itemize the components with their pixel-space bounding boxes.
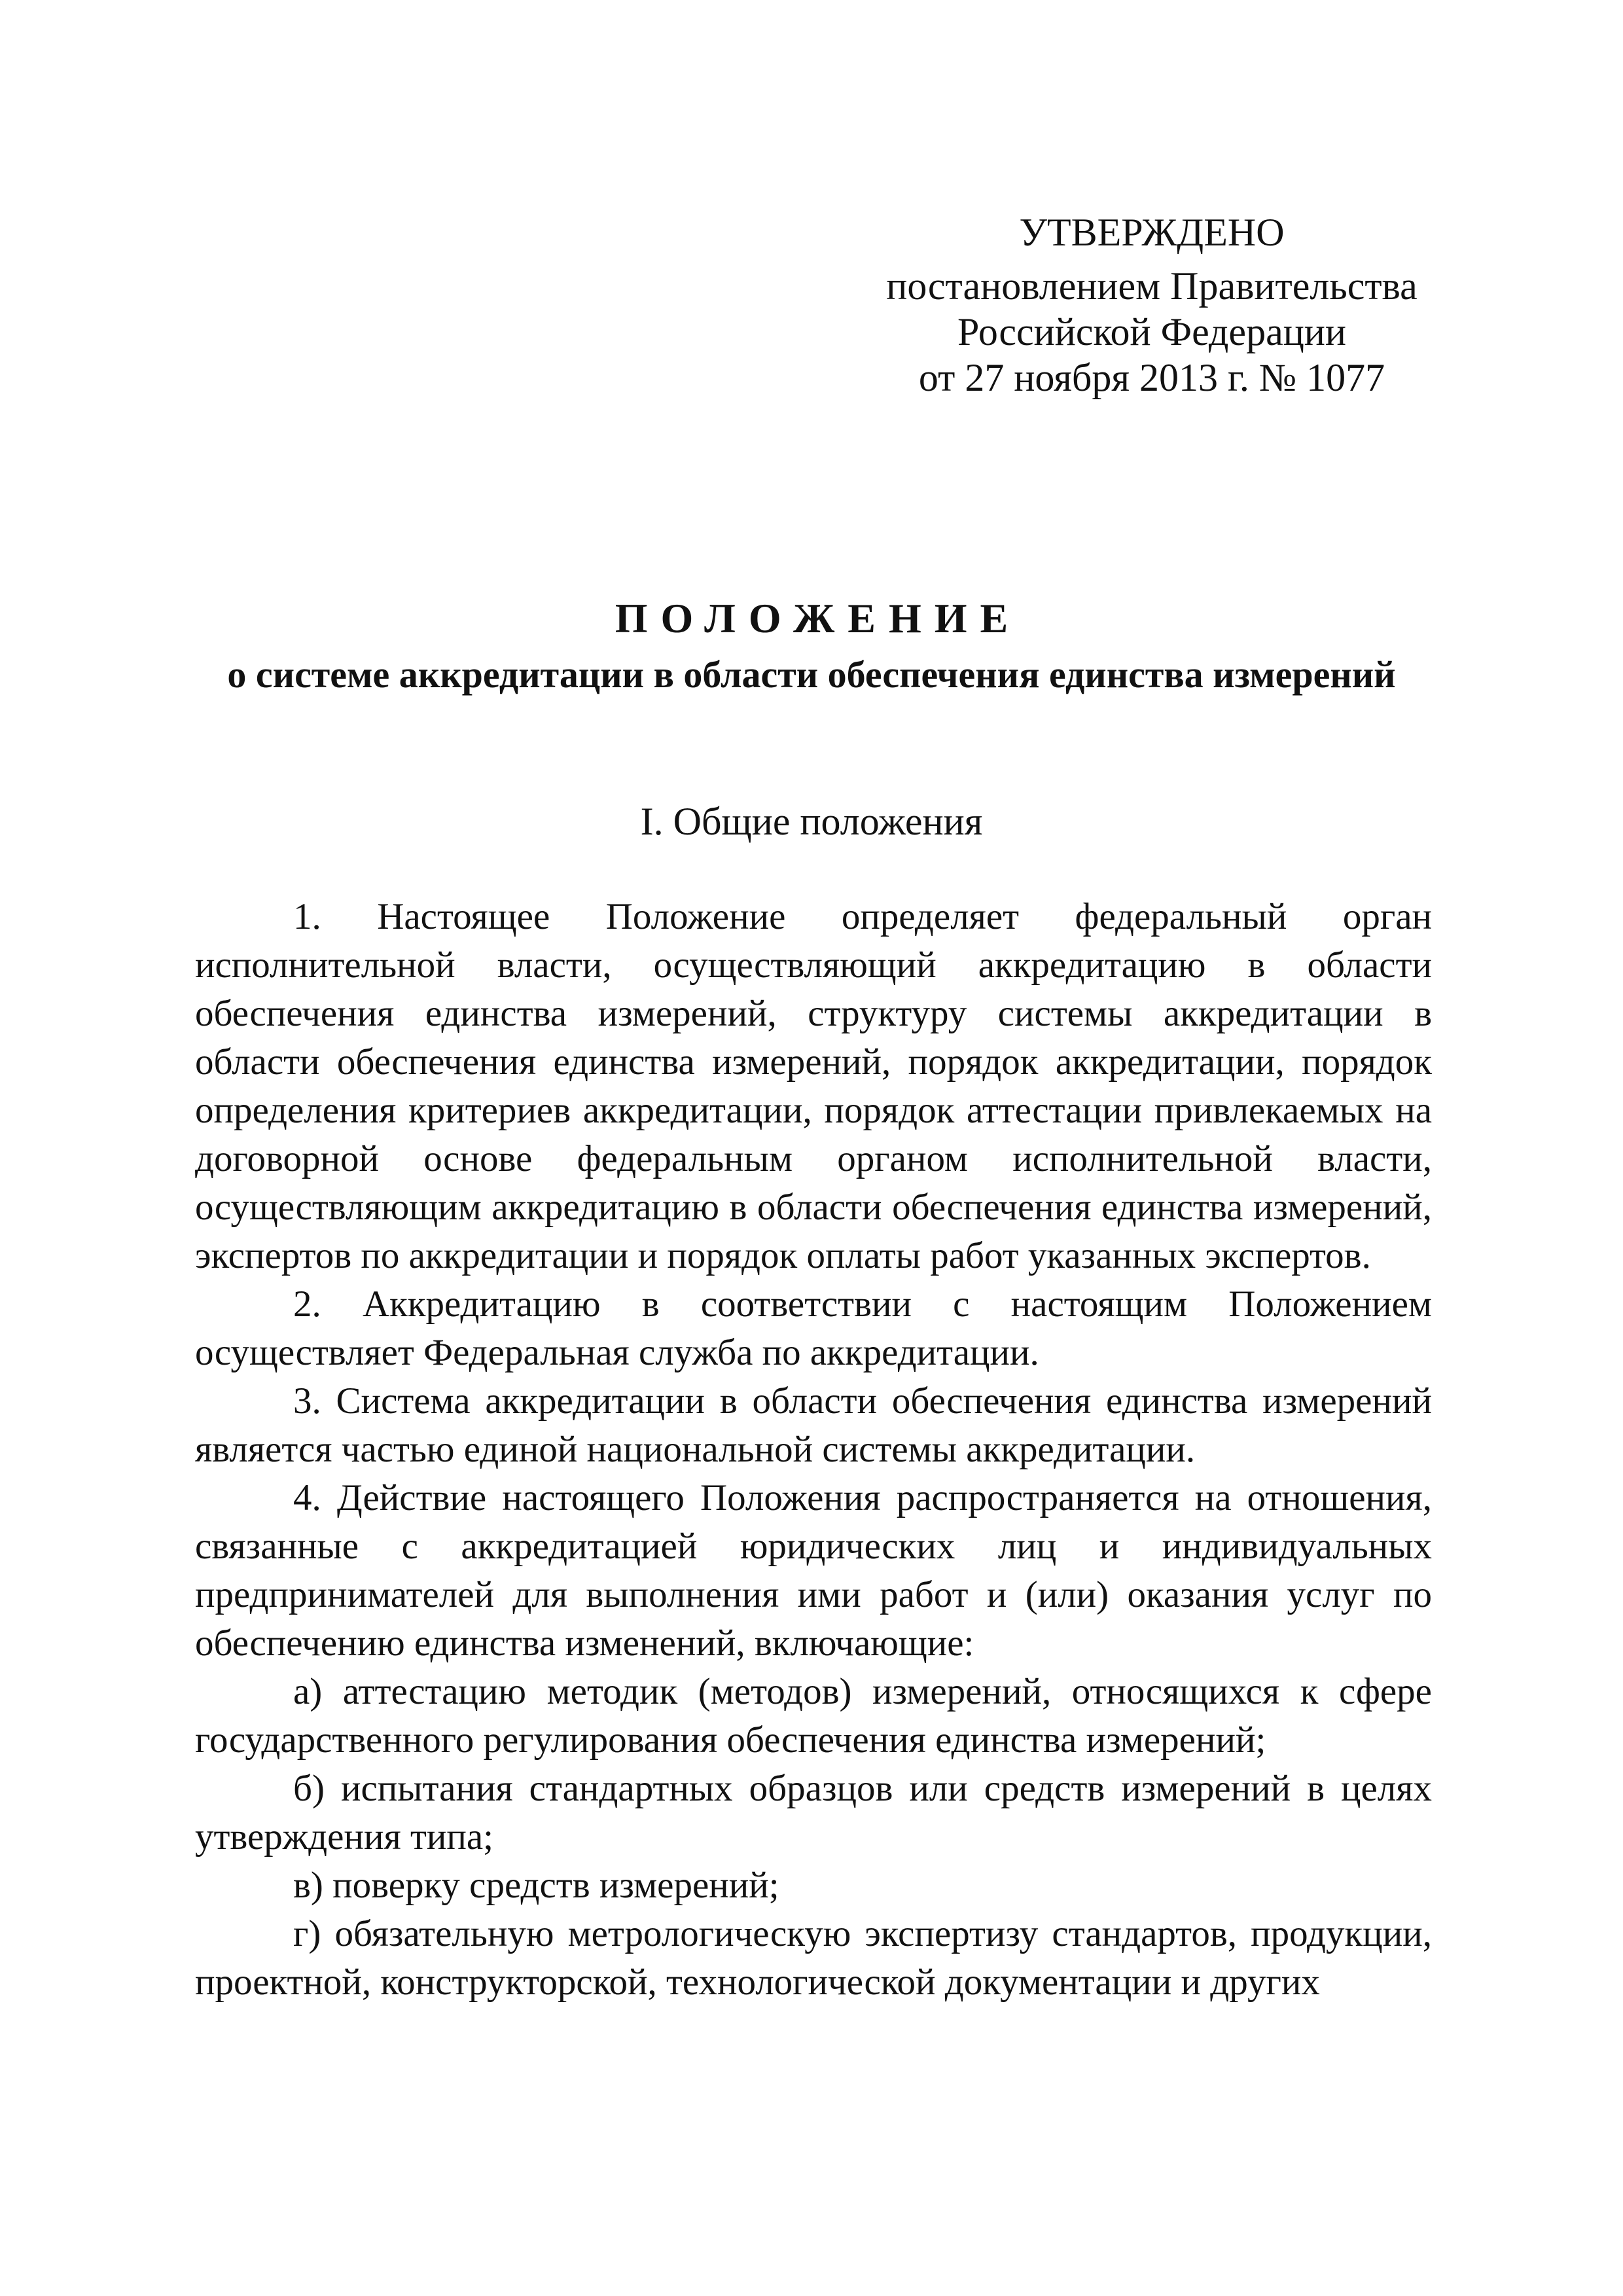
approval-line-2: Российской Федерации	[957, 310, 1347, 353]
approval-line-1: постановлением Правительства	[886, 264, 1418, 308]
paragraph: 3. Система аккредитации в области обеспечения единства измерений является частью единой национальной системы аккредитации.	[195, 1380, 1432, 1470]
list-item: г) обязательную метрологическую экспертизу стандартов, продукции, проектной, конструкторской, технологической документации и других	[195, 1913, 1432, 2003]
approval-block	[851, 209, 1453, 401]
paragraph: 2. Аккредитацию в соответствии с настоящим Положением осуществляет Федеральная служба по аккредитации.	[195, 1283, 1432, 1373]
body-text	[195, 893, 1432, 2007]
approval-line-3: от 27 ноября 2013 г. № 1077	[918, 356, 1385, 399]
paragraph: 4. Действие настоящего Положения распространяется на отношения, связанные с аккредитацией юридических лиц и индивидуальных предпринимателей для выполнения ими работ и (или) оказания услуг по обеспечению единства изменений, включающие:	[195, 1477, 1432, 1664]
approval-stamp: УТВЕРЖДЕНО	[1019, 211, 1285, 254]
document-title: ПОЛОЖЕНИЕ	[615, 595, 1022, 641]
list-item: б) испытания стандартных образцов или средств измерений в целях утверждения типа;	[195, 1768, 1432, 1857]
title-block	[0, 592, 1623, 701]
list-item: в) поверку средств измерений;	[293, 1865, 779, 1906]
section-heading: I. Общие положения	[640, 800, 983, 843]
paragraph: 1. Настоящее Положение определяет федеральный орган исполнительной власти, осуществляющий аккредитацию в области обеспечения единства измерений, структуру системы аккредитации в области обеспечения единства измерений, порядок аккредитации, порядок определения критериев аккредитации, порядок аттестации привлекаемых на договорной основе федеральным органом исполнительной власти, осуществляющим аккредитацию в области обеспечения единства измерений, экспертов по аккредитации и порядок оплаты работ указанных экспертов.	[195, 896, 1432, 1276]
document-subtitle: о системе аккредитации в области обеспечения единства измерений	[227, 653, 1396, 696]
list-item: а) аттестацию методик (методов) измерений, относящихся к сфере государственного регулирования обеспечения единства измерений;	[195, 1671, 1432, 1761]
